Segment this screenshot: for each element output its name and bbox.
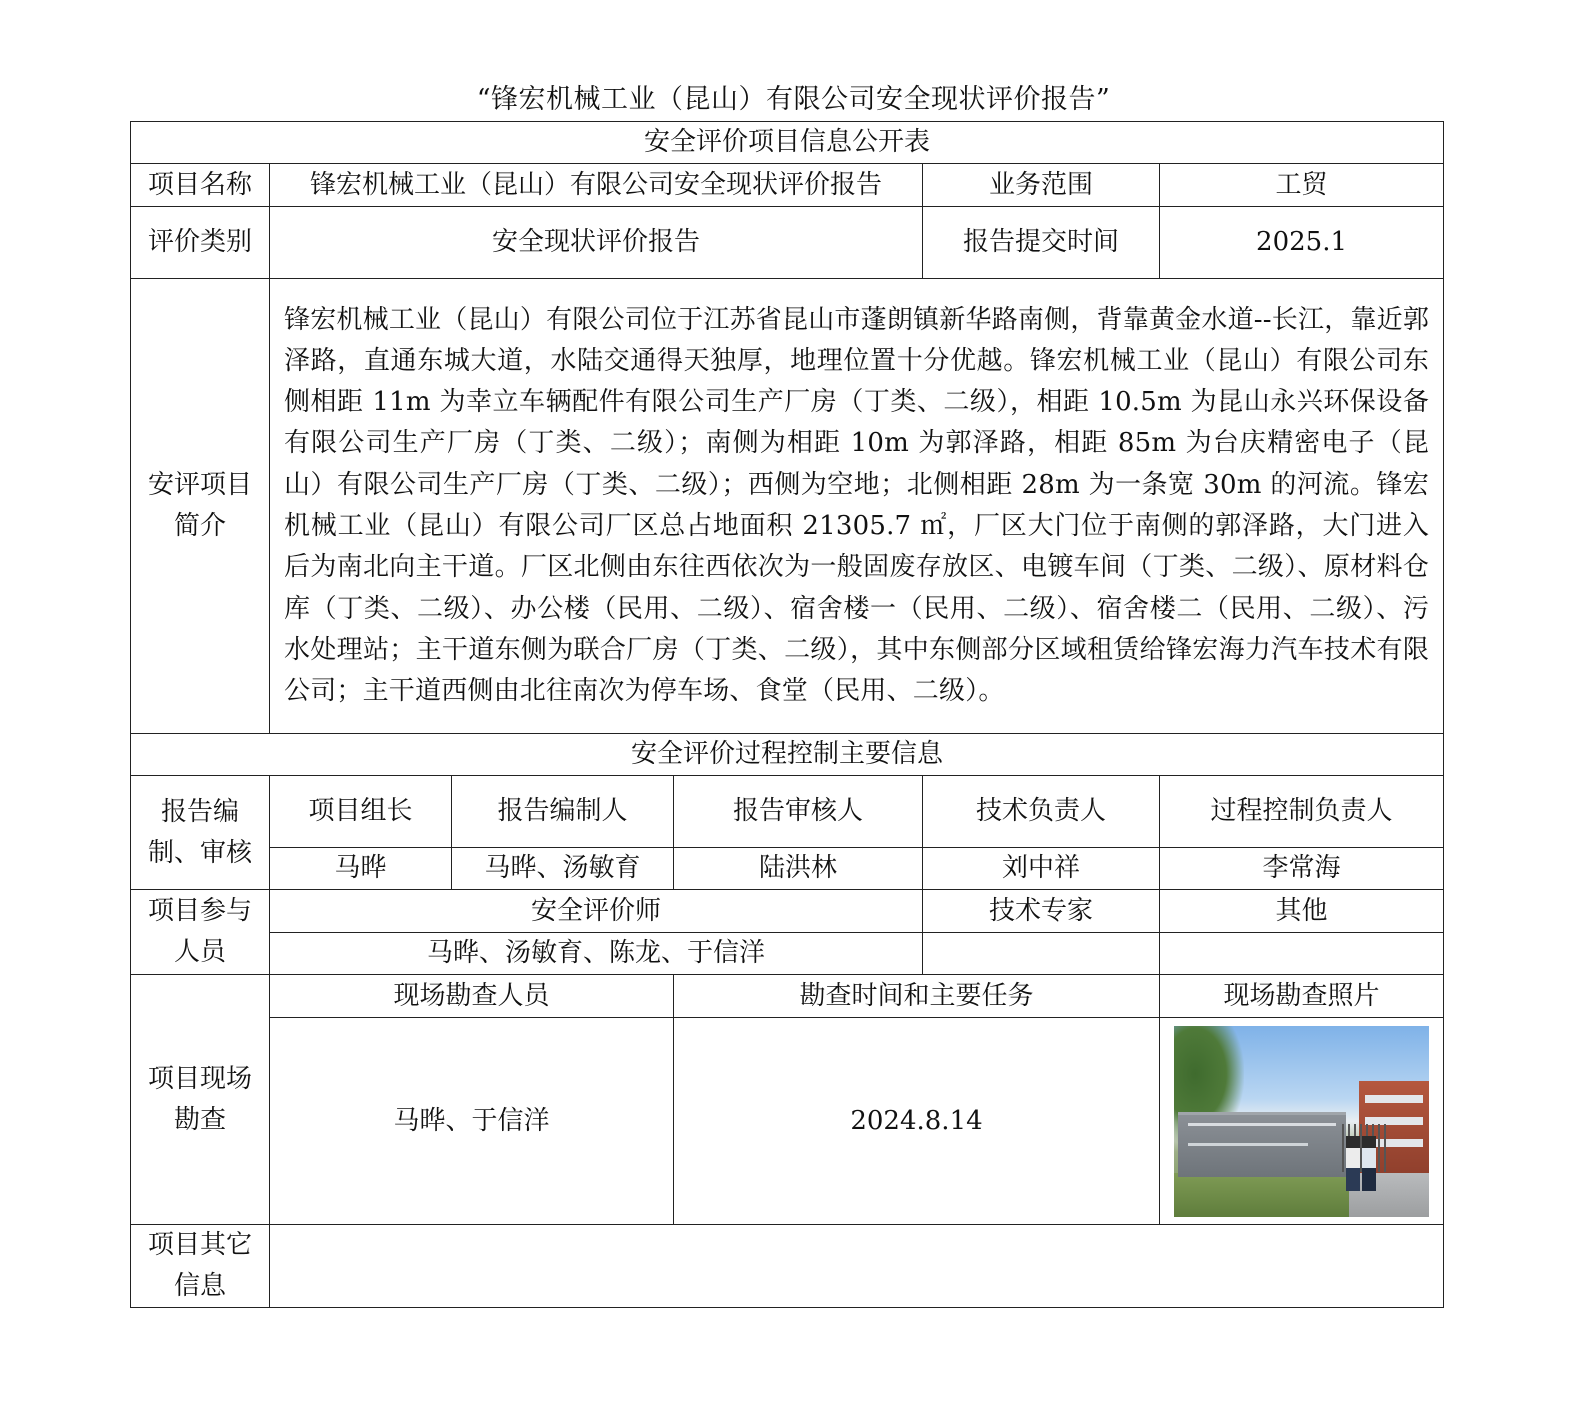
experts-value [923,933,1160,975]
participants-label-line-1: 项目参与 [147,896,252,926]
process-header: 安全评价过程控制主要信息 [131,734,1444,776]
survey-label-line-1: 项目现场 [147,1063,252,1094]
role-label: 项目组长 [270,776,452,848]
role-person: 马晔 [270,848,452,890]
photo-person [1346,1136,1360,1191]
submit-time-label: 报告提交时间 [923,207,1160,279]
compile-label-line-2: 制、审核 [147,837,252,868]
other-info-value [270,1225,1444,1308]
survey-label-line-2: 勘查 [173,1104,226,1135]
other-info-label-line-2: 信息 [173,1271,226,1301]
intro-label-line-1: 安评项目 [147,470,252,500]
compile-label [131,776,270,890]
role-label: 报告审核人 [674,776,923,848]
role-person: 陆洪林 [674,848,923,890]
survey-people-label: 现场勘查人员 [270,975,674,1018]
evaluators-value: 马晔、汤敏育、陈龙、于信洋 [270,933,923,975]
survey-photo-label: 现场勘查照片 [1160,975,1444,1018]
survey-photo-cell [1160,1018,1444,1225]
others-value [1160,933,1444,975]
survey-label [131,975,270,1225]
scope-label: 业务范围 [923,164,1160,207]
role-label: 报告编制人 [452,776,674,848]
project-name: 锋宏机械工业（昆山）有限公司安全现状评价报告 [270,164,923,207]
participants-label-line-2: 人员 [173,937,226,967]
other-info-label [131,1225,270,1308]
participants-label [131,890,270,975]
experts-label: 技术专家 [923,890,1160,933]
table-header: 安全评价项目信息公开表 [131,122,1444,164]
category-label: 评价类别 [131,207,270,279]
site-survey-photo [1174,1026,1429,1217]
others-label: 其他 [1160,890,1444,933]
intro-text: 锋宏机械工业（昆山）有限公司位于江苏省昆山市蓬朗镇新华路南侧，背靠黄金水道--长江，靠近郭泽路，直通东城大道，水陆交通得天独厚，地理位置十分优越。锋宏机械工业（昆山）有限公司东侧相距 11m 为幸立车辆配件有限公司生产厂房（丁类、二级），相距 10.5m 为昆山永兴环保设备有限公司生产厂房（丁类、二级）；南侧为相距 10m 为郭泽路，相距 85m 为台庆精密电子（昆山）有限公司生产厂房（丁类、二级）；西侧为空地；北侧相距 28m 为一条宽 30m 的河流。锋宏机械工业（昆山）有限公司厂区总占地面积 21305.7 ㎡，厂区大门位于南侧的郭泽路，大门进入后为南北向主干道。厂区北侧由东往西依次为一般固废存放区、电镀车间（丁类、二级）、原材料仓库（丁类、二级）、办公楼（民用、二级）、宿舍楼一（民用、二级）、宿舍楼二（民用、二级）、污水处理站；主干道东侧为联合厂房（丁类、二级），其中东侧部分区域租赁给锋宏海力汽车技术有限公司；主干道西侧由北往南次为停车场、食堂（民用、二级）。 [270,279,1444,734]
category-value: 安全现状评价报告 [270,207,923,279]
intro-label-line-2: 简介 [173,511,226,541]
project-name-label: 项目名称 [131,164,270,207]
info-table [130,121,1444,1308]
role-person: 李常海 [1160,848,1444,890]
scope-value: 工贸 [1160,164,1444,207]
submit-time-value: 2025.1 [1160,207,1444,279]
role-person: 刘中祥 [923,848,1160,890]
intro-label [131,279,270,734]
survey-time-label: 勘查时间和主要任务 [674,975,1160,1018]
role-label: 过程控制负责人 [1160,776,1444,848]
survey-people-value: 马晔、于信洋 [270,1018,674,1225]
compile-label-line-1: 报告编 [160,796,239,827]
survey-time-value: 2024.8.14 [674,1018,1160,1225]
photo-company-sign-wall [1178,1112,1346,1177]
role-label: 技术负责人 [923,776,1160,848]
role-person: 马晔、汤敏育 [452,848,674,890]
evaluators-label: 安全评价师 [270,890,923,933]
document-title: “锋宏机械工业（昆山）有限公司安全现状评价报告” [476,84,1111,115]
photo-person [1362,1136,1376,1191]
photo-road [1349,1173,1429,1217]
other-info-label-line-1: 项目其它 [147,1230,252,1260]
